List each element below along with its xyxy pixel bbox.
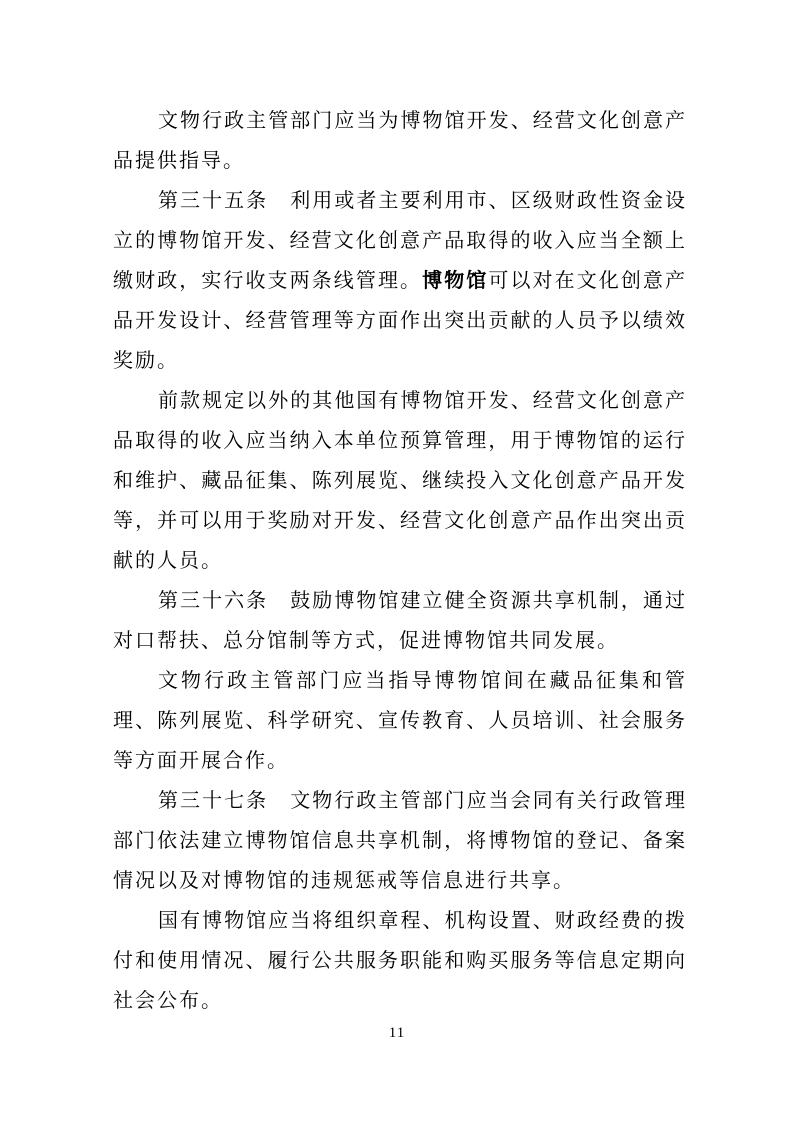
paragraph xyxy=(113,780,687,900)
text-run: 可以对在文化创意产品开发设计、经营管理等方面作出突出贡献的人员予以绩效奖励。 xyxy=(113,268,688,372)
paragraph xyxy=(113,380,687,580)
paragraph xyxy=(113,180,687,380)
text-run: 文物行政主管部门应当指导博物馆间在藏品征集和管理、陈列展览、科学研究、宣传教育、人员培训、社会服务等方面开展合作。 xyxy=(113,668,687,772)
paragraph xyxy=(113,100,687,180)
paragraph xyxy=(113,660,687,780)
paragraph xyxy=(113,900,687,1020)
text-run: 第三十六条 鼓励博物馆建立健全资源共享机制，通过对口帮扶、总分馆制等方式，促进博物馆共同发展。 xyxy=(113,588,687,652)
text-run: 前款规定以外的其他国有博物馆开发、经营文化创意产品取得的收入应当纳入本单位预算管理，用于博物馆的运行和维护、藏品征集、陈列展览、继续投入文化创意产品开发等，并可以用于奖励对开发、经营文化创意产品作出突出贡献的人员。 xyxy=(113,388,687,572)
text-run: 国有博物馆应当将组织章程、机构设置、财政经费的拨付和使用情况、履行公共服务职能和购买服务等信息定期向社会公布。 xyxy=(113,908,687,1012)
bold-text-run: 博物馆 xyxy=(422,268,489,292)
text-run: 第三十七条 文物行政主管部门应当会同有关行政管理部门依法建立博物馆信息共享机制，将博物馆的登记、备案情况以及对博物馆的违规惩戒等信息进行共享。 xyxy=(113,788,687,892)
page-number: 11 xyxy=(388,1025,406,1041)
document-body xyxy=(113,100,687,1020)
text-run: 文物行政主管部门应当为博物馆开发、经营文化创意产品提供指导。 xyxy=(113,108,687,172)
text-run: 第三十五条 利用或者主要利用市、区级财政性资金设立的博物馆开发、经营文化创意产品取得的收入应当全额上缴财政，实行收支两条线管理。 xyxy=(113,188,687,292)
paragraph xyxy=(113,580,687,660)
